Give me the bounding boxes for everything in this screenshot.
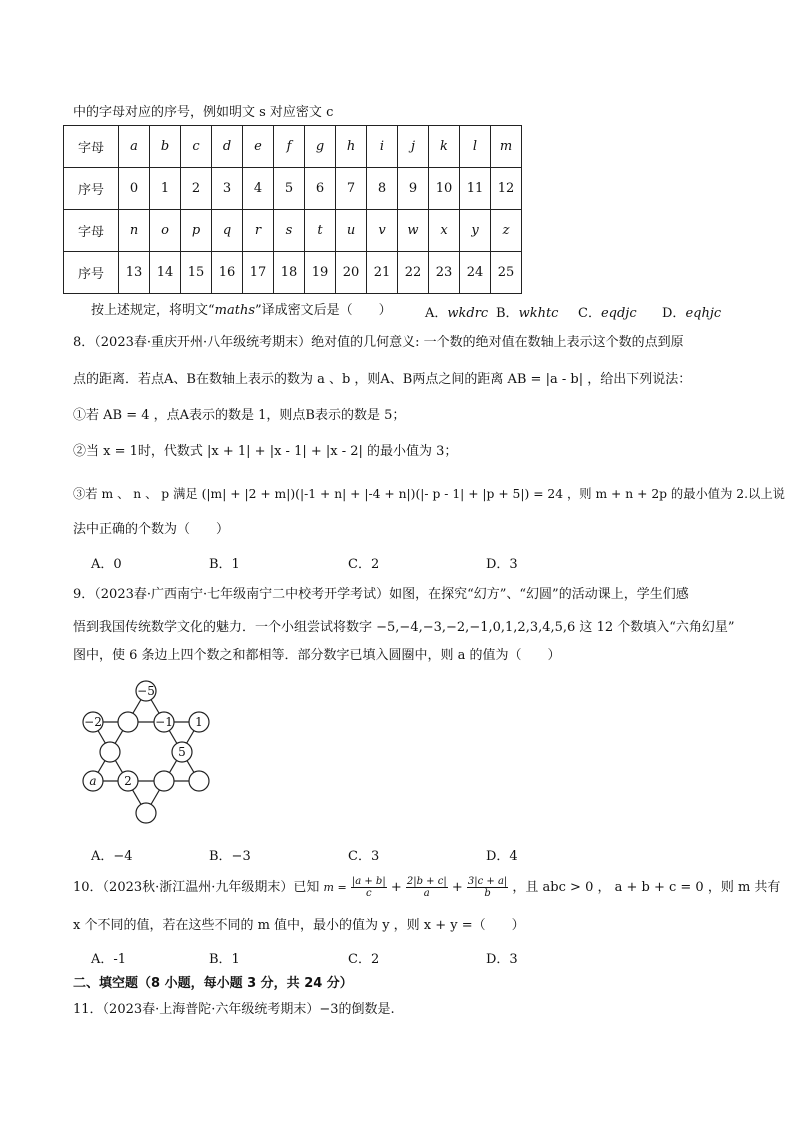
table-cell: 2	[181, 168, 212, 210]
q8-option-d: D．3	[486, 557, 518, 572]
q7-option-b: B．wkhtc	[496, 306, 559, 321]
q7-suffix: ”译成密文后是（ ）	[255, 303, 392, 318]
table-cell: o	[150, 210, 181, 252]
q9-option-d: D．4	[486, 849, 518, 864]
q7-option-d: D．eqhjc	[662, 306, 722, 321]
q10-suffix: ，且 abc > 0 ， a + b + c = 0 ，则 m 共有	[512, 880, 781, 895]
table-cell: 14	[150, 252, 181, 294]
table-cell: k	[429, 126, 460, 168]
q7-word: maths	[214, 303, 256, 318]
q10-m-eq: m =	[323, 881, 347, 894]
table-cell: n	[119, 210, 150, 252]
star-label-bottom-left: a	[89, 774, 97, 788]
table-cell: 12	[491, 168, 522, 210]
table-cell: 17	[243, 252, 274, 294]
table-cell: 13	[119, 252, 150, 294]
table-cell: r	[243, 210, 274, 252]
cipher-table	[63, 125, 522, 294]
star-node-inner-l	[100, 742, 120, 762]
table-cell: 15	[181, 252, 212, 294]
q10-fraction-1: $\frac{|a + b|}{c}$	[351, 876, 386, 899]
q8-statement-1: ①若 AB = 4 ，点A表示的数是 1，则点B表示的数是 5；	[73, 408, 406, 423]
table-cell: 24	[460, 252, 491, 294]
intro-line: 中的字母对应的序号，例如明文 s 对应密文 c	[73, 105, 334, 120]
table-cell: 18	[274, 252, 305, 294]
q9-line3: 图中，使 6 条边上四个数之和都相等．部分数字已填入圆圈中，则 a 的值为（ ）	[73, 648, 561, 663]
q7-tail	[91, 302, 392, 320]
q8-line2: 点的距离．若点A、B在数轴上表示的数为 a 、b ，则A、B两点之间的距离 AB = |a - b| ，给出下列说法：	[73, 372, 692, 387]
q8-option-a: A．0	[91, 557, 122, 572]
table-cell: 3	[212, 168, 243, 210]
star-label-right-outer: 1	[195, 715, 203, 729]
q10-option-c: C．2	[348, 952, 380, 967]
q8-statement-3: ③若 m 、 n 、 p 满足 (|m| + |2 + m|)(|-1 + n| + |-4 + n|)(|- p - 1| + |p + 5|) = 24 ，则 m + n + 2p 的最小值为 2.以上说	[73, 487, 785, 501]
q7-option-a: A．wkdrc	[425, 306, 489, 321]
star-label-inner-tr: −1	[155, 715, 173, 729]
star-node-inner-tl	[118, 712, 138, 732]
table-cell: b	[150, 126, 181, 168]
table-cell: x	[429, 210, 460, 252]
table-row	[64, 126, 522, 168]
table-row	[64, 168, 522, 210]
table-cell: 25	[491, 252, 522, 294]
table-cell: e	[243, 126, 274, 168]
table-cell: 5	[274, 168, 305, 210]
table-cell: u	[336, 210, 367, 252]
hexagram-figure	[78, 678, 218, 828]
star-label-left-outer: −2	[84, 715, 102, 729]
star-label-inner-bl: 2	[124, 774, 132, 788]
table-cell: 22	[398, 252, 429, 294]
q8-line1: 8．（2023春·重庆开州·八年级统考期末）绝对值的几何意义: 一个数的绝对值在数轴上表示这个数的点到原	[73, 335, 684, 350]
star-node-bottom-right	[189, 771, 209, 791]
q10-option-a: A．-1	[91, 952, 127, 967]
table-cell: 20	[336, 252, 367, 294]
q9-option-b: B．−3	[209, 849, 251, 864]
table-cell: 9	[398, 168, 429, 210]
q10-option-b: B．1	[209, 952, 240, 967]
table-cell: t	[305, 210, 336, 252]
table-cell: z	[491, 210, 522, 252]
table-cell: 21	[367, 252, 398, 294]
table-cell: 0	[119, 168, 150, 210]
q9-line1: 9．（2023春·广西南宁·七年级南宁二中校考开学考试）如图，在探究“幻方”、“幻圆”的活动课上，学生们感	[73, 587, 689, 602]
table-cell: w	[398, 210, 429, 252]
table-cell: a	[119, 126, 150, 168]
table-cell: q	[212, 210, 243, 252]
q7-prefix: 按上述规定，将明文“	[91, 303, 215, 318]
table-cell: 7	[336, 168, 367, 210]
table-cell: d	[212, 126, 243, 168]
table-row	[64, 252, 522, 294]
section-heading: 二、填空题（8 小题，每小题 3 分，共 24 分）	[73, 976, 353, 991]
table-cell: 6	[305, 168, 336, 210]
star-label-inner-r: 5	[178, 745, 186, 759]
table-cell: i	[367, 126, 398, 168]
table-cell: l	[460, 126, 491, 168]
q8-option-c: C．2	[348, 557, 380, 572]
q8-option-b: B．1	[209, 557, 240, 572]
q9-line2: 悟到我国传统数学文化的魅力．一个小组尝试将数字 −5,−4,−3,−2,−1,0,1,2,3,4,5,6 这 12 个数填入“六角幻星”	[73, 620, 735, 635]
table-cell: p	[181, 210, 212, 252]
q8-statement-2: ②当 x = 1时，代数式 |x + 1| + |x - 1| + |x - 2| 的最小值为 3；	[73, 444, 458, 459]
table-cell: 8	[367, 168, 398, 210]
table-cell: v	[367, 210, 398, 252]
q10-fraction-2: $\frac{2|b + c|}{a}$	[406, 876, 447, 899]
q10-line2: x 个不同的值，若在这些不同的 m 值中，最小的值为 y ，则 x + y =（ ）	[73, 918, 525, 933]
star-node-inner-br	[154, 771, 174, 791]
header-letter: 字母	[64, 126, 119, 168]
q10-option-d: D．3	[486, 952, 518, 967]
table-cell: g	[305, 126, 336, 168]
table-cell: j	[398, 126, 429, 168]
header-index: 序号	[64, 252, 119, 294]
q7-option-c: C．eqdjc	[578, 306, 637, 321]
table-cell: 11	[460, 168, 491, 210]
header-index: 序号	[64, 168, 119, 210]
table-cell: 23	[429, 252, 460, 294]
table-cell: f	[274, 126, 305, 168]
q11-line: 11．（2023春·上海普陀·六年级统考期末）−3的倒数是.	[73, 1002, 395, 1017]
star-label-top: −5	[137, 684, 155, 698]
header-letter: 字母	[64, 210, 119, 252]
table-cell: h	[336, 126, 367, 168]
table-cell: c	[181, 126, 212, 168]
table-cell: 10	[429, 168, 460, 210]
table-row	[64, 210, 522, 252]
table-cell: y	[460, 210, 491, 252]
q9-option-c: C．3	[348, 849, 380, 864]
q10-line1: 10．（2023秋·浙江温州·九年级期末）已知 m = $\frac{|a + b|}{c}$ + $\frac{2|b + c|}{a}$ + $\frac{3|c + a|}{b}$ ，且 abc > 0 ， a + b + c = 0 ，则 m 共有	[73, 876, 781, 899]
table-cell: 4	[243, 168, 274, 210]
star-node-bottom	[136, 803, 156, 823]
table-cell: 16	[212, 252, 243, 294]
table-cell: m	[491, 126, 522, 168]
table-cell: 1	[150, 168, 181, 210]
q8-statement-3b: 法中正确的个数为（ ）	[73, 522, 230, 537]
table-cell: s	[274, 210, 305, 252]
q9-option-a: A．−4	[91, 849, 133, 864]
q10-prefix: 10．（2023秋·浙江温州·九年级期末）已知	[73, 880, 320, 895]
table-cell: 19	[305, 252, 336, 294]
q10-fraction-3: $\frac{3|c + a|}{b}$	[467, 876, 508, 899]
